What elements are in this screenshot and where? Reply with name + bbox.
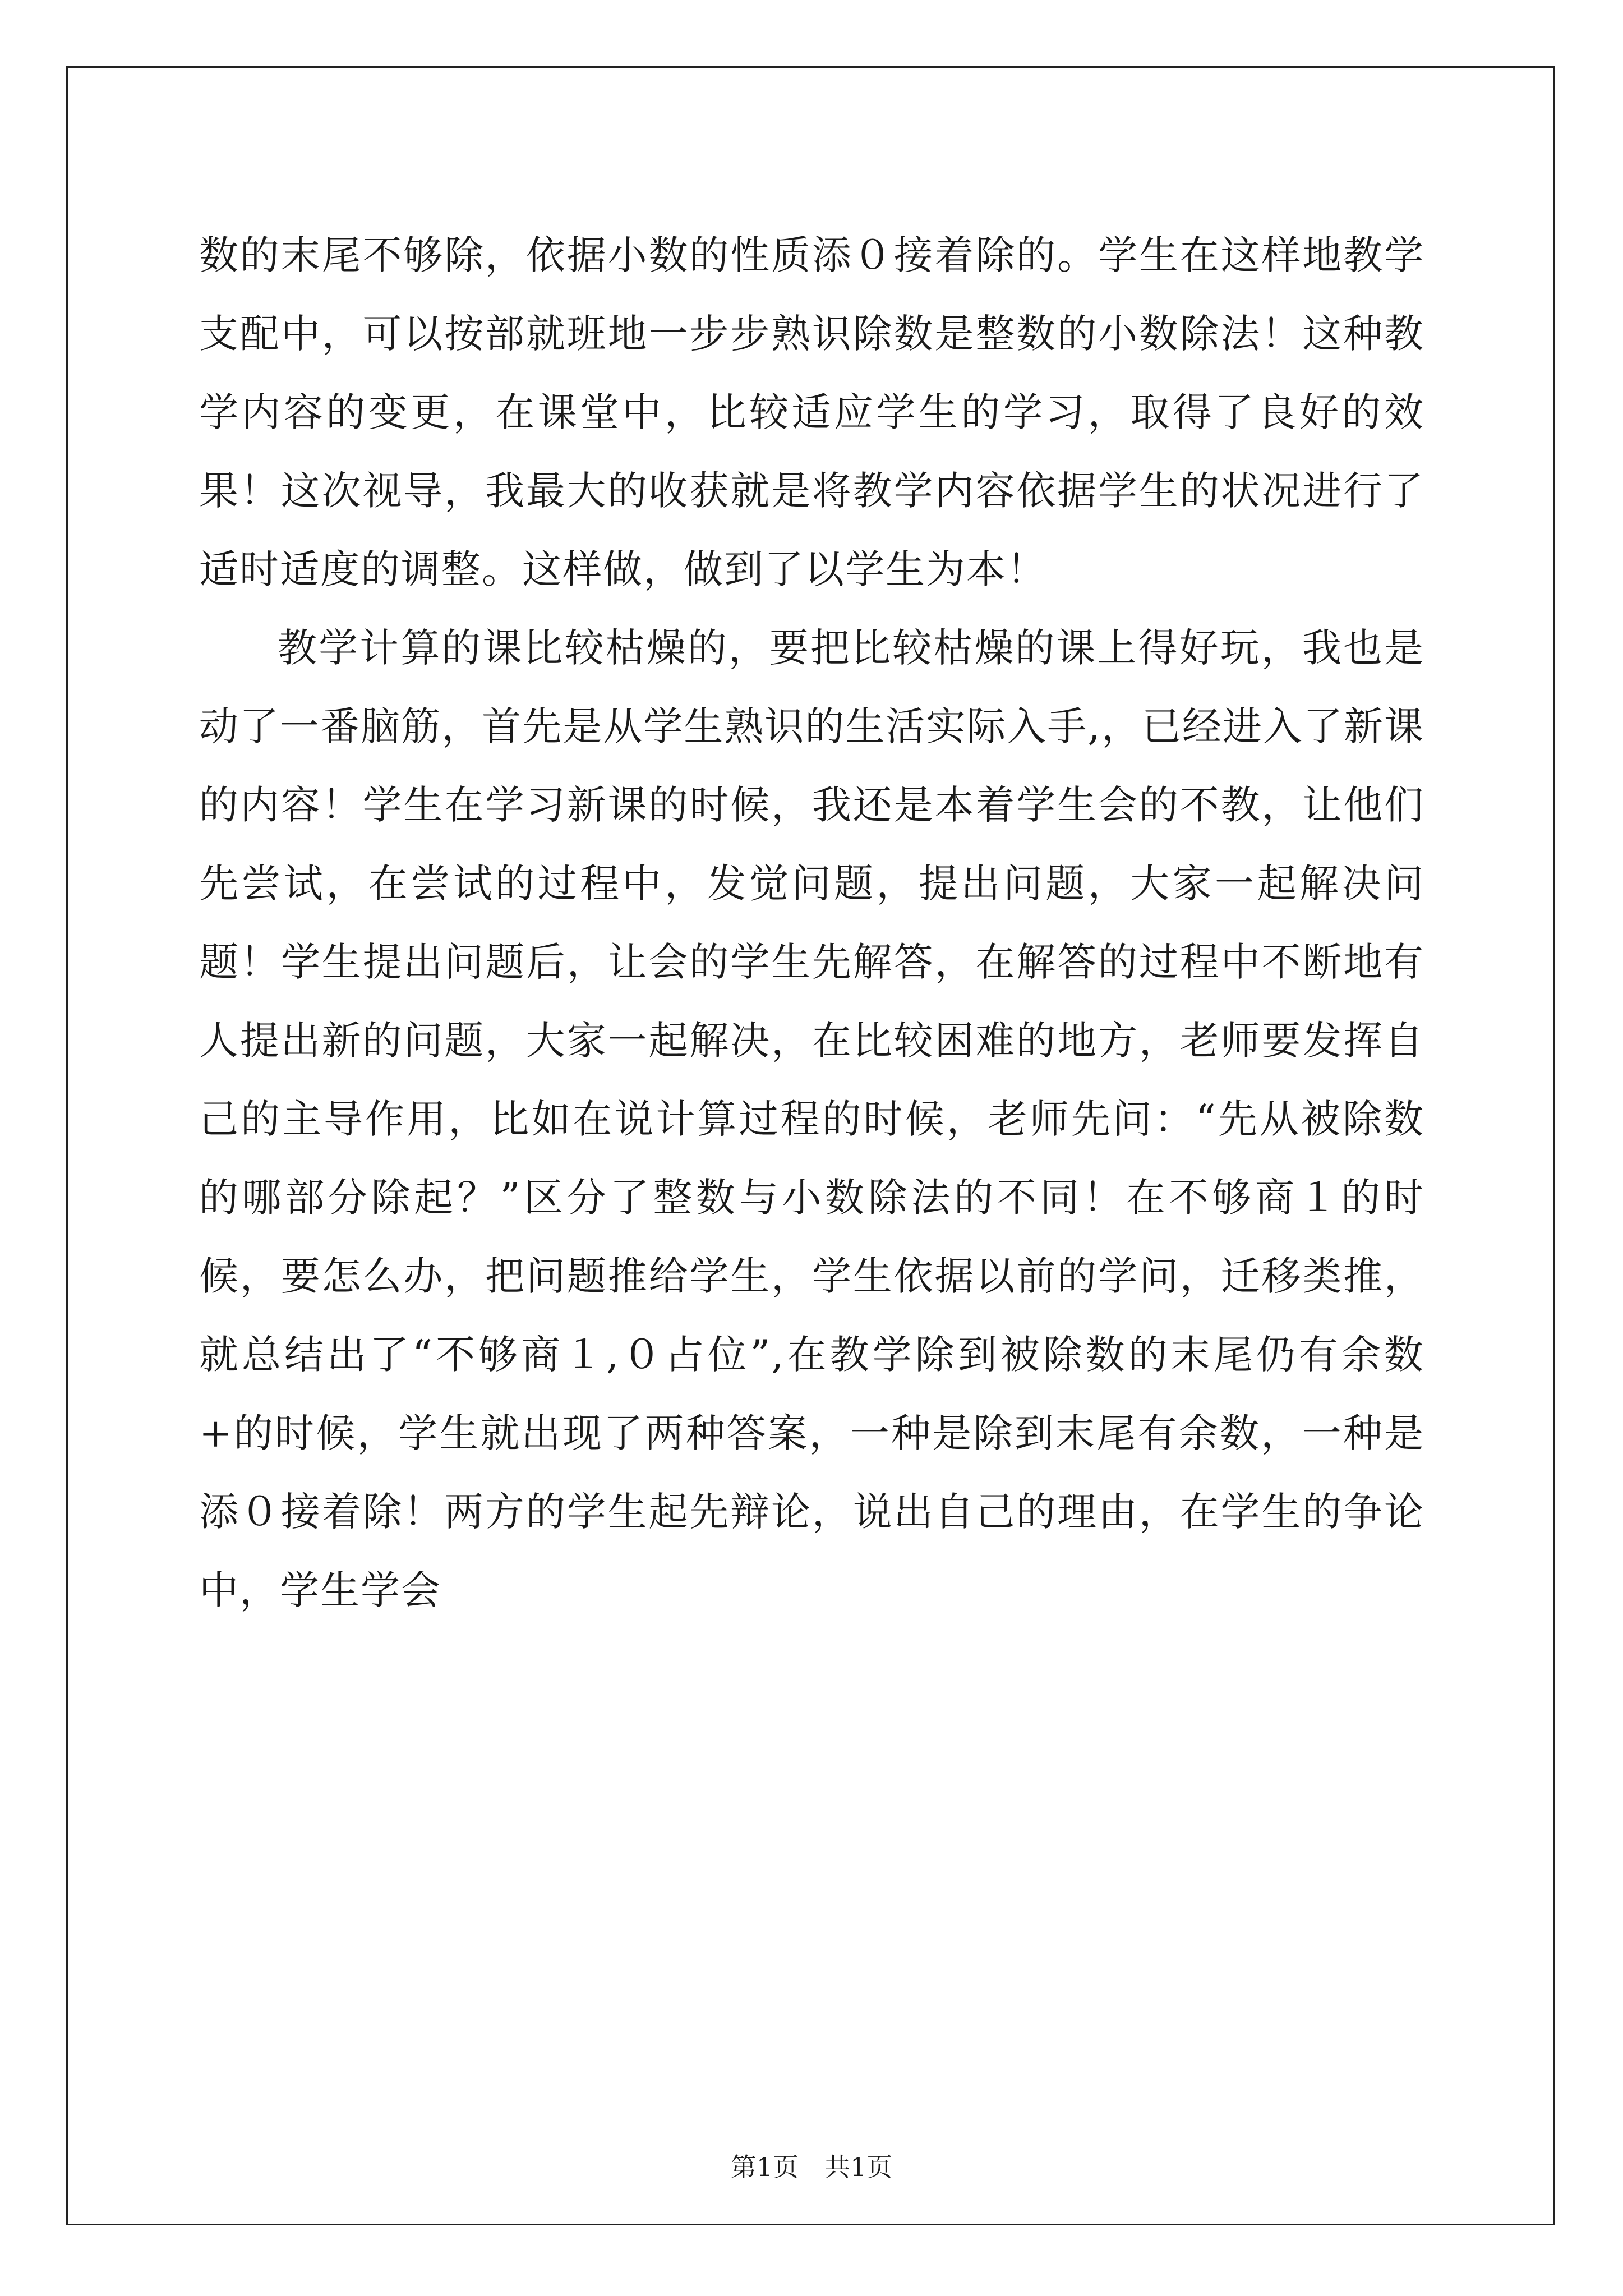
document-body	[199, 216, 1424, 1630]
paragraph-2: 教学计算的课比较枯燥的，要把比较枯燥的课上得好玩，我也是动了一番脑筋，首先是从学生熟识的生活实际入手,，已经进入了新课的内容！学生在学习新课的时候，我还是本着学生会的不教，让他们先尝试，在尝试的过程中，发觉问题，提出问题，大家一起解决问题！学生提出问题后，让会的学生先解答，在解答的过程中不断地有人提出新的问题，大家一起解决，在比较困难的地方，老师要发挥自己的主导作用，比如在说计算过程的时候，老师先问：“先从被除数的哪部分除起？”区分了整数与小数除法的不同！在不够商１的时候，要怎么办，把问题推给学生，学生依据以前的学问，迁移类推，就总结出了“不够商１,０占位”,在教学除到被除数的末尾仍有余数+的时候，学生就出现了两种答案，一种是除到末尾有余数，一种是添０接着除！两方的学生起先辩论，说出自己的理由，在学生的争论中，学生学会	[199, 625, 1424, 1613]
page-number-current: 第1页	[730, 2152, 799, 2182]
page-footer	[0, 2150, 1623, 2184]
page-number-total: 共1页	[824, 2152, 893, 2182]
paragraph-1: 数的末尾不够除，依据小数的性质添０接着除的。学生在这样地教学支配中，可以按部就班地一步步熟识除数是整数的小数除法！这种教学内容的变更，在课堂中，比较适应学生的学习，取得了良好的效果！这次视导，我最大的收获就是将教学内容依据学生的状况进行了适时适度的调整。这样做，做到了以学生为本！	[199, 232, 1424, 592]
